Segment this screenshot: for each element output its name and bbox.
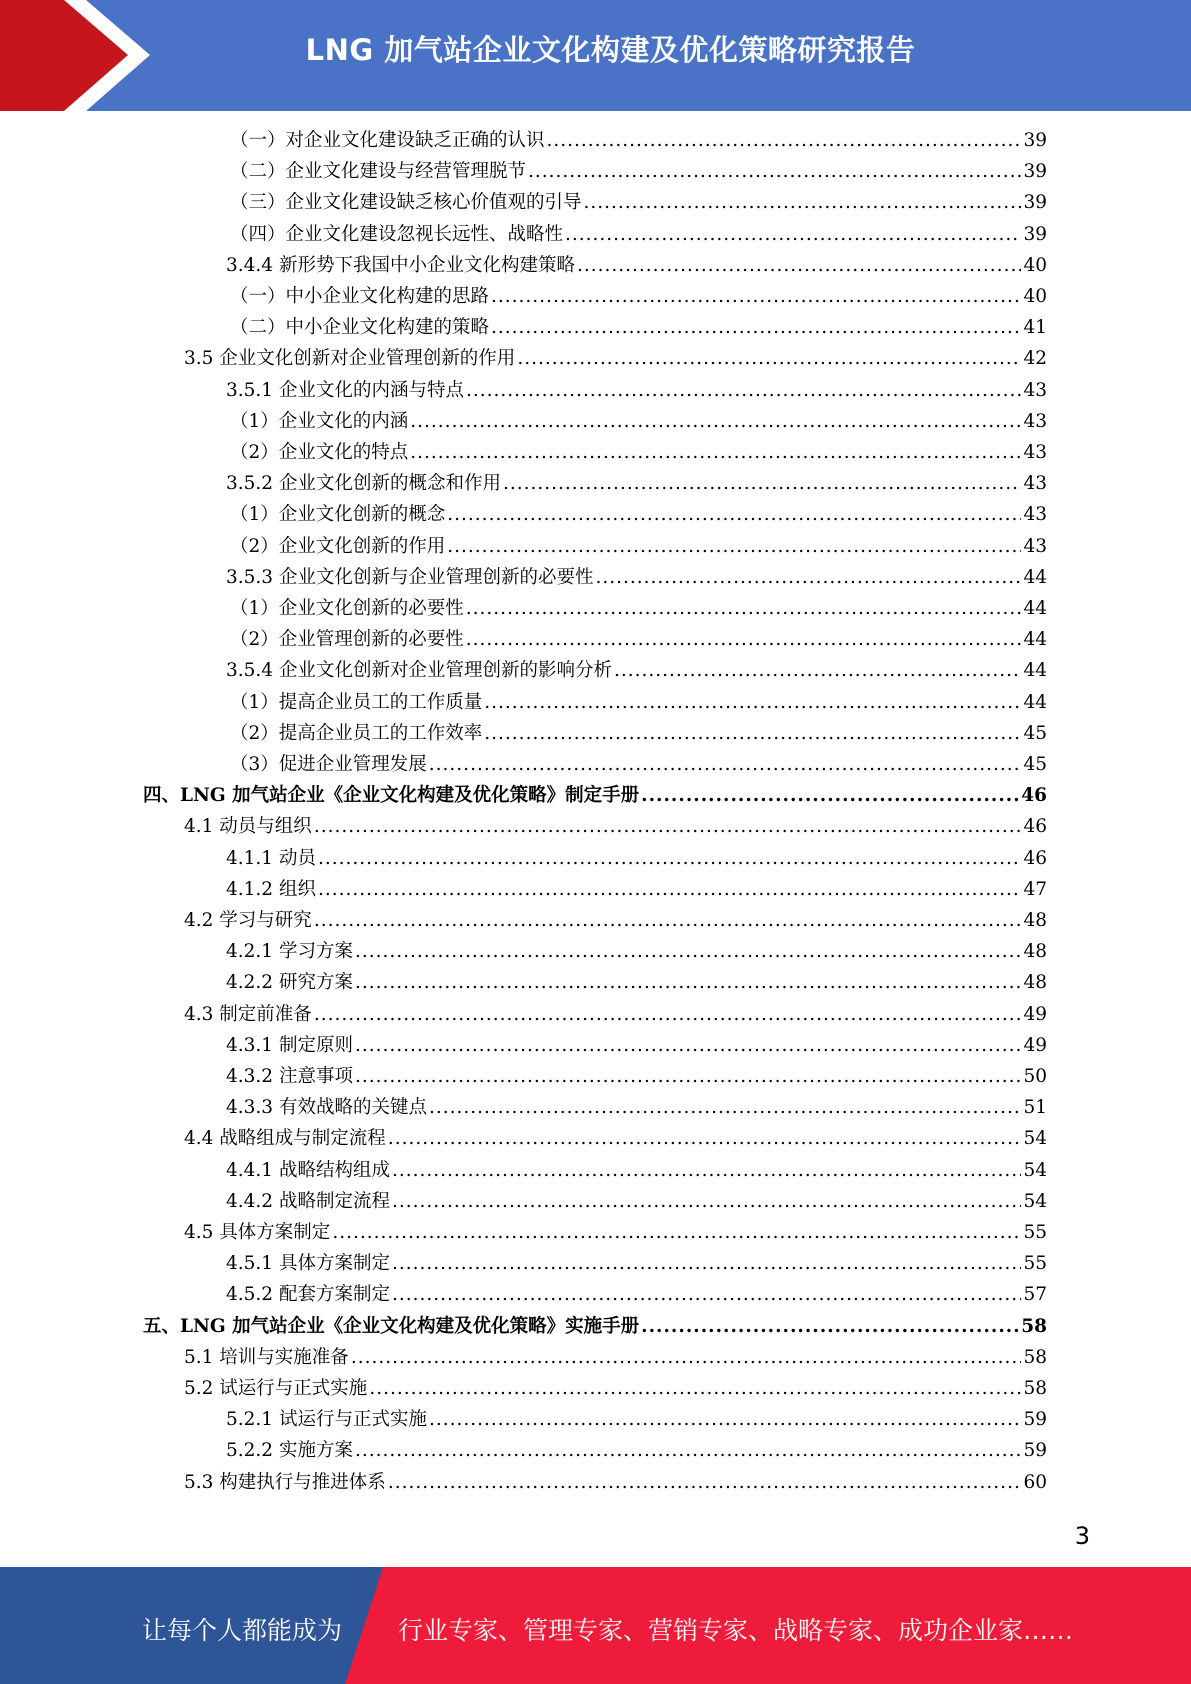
toc-entry[interactable] xyxy=(226,1279,1047,1310)
toc-entry[interactable] xyxy=(230,687,1047,718)
toc-entry[interactable] xyxy=(226,874,1047,905)
toc-entry[interactable] xyxy=(226,1061,1047,1092)
toc-entry-label: 4.3.3 有效战略的关键点 xyxy=(226,1097,427,1119)
toc-entry-label: 3.5.3 企业文化创新与企业管理创新的必要性 xyxy=(226,566,594,588)
toc-entry-page: 43 xyxy=(1023,410,1047,432)
toc-entry[interactable] xyxy=(184,1217,1047,1248)
toc-dot-leader xyxy=(318,843,1022,874)
toc-dot-leader xyxy=(466,593,1022,624)
toc-entry[interactable] xyxy=(230,437,1047,468)
toc-dot-leader xyxy=(388,1123,1022,1154)
toc-dot-leader xyxy=(314,811,1022,842)
toc-dot-leader xyxy=(355,1435,1022,1466)
report-header xyxy=(0,0,1191,111)
toc-entry-label: 5.2.2 实施方案 xyxy=(226,1440,353,1462)
toc-entry-page: 59 xyxy=(1023,1409,1047,1431)
toc-entry-label: （一）中小企业文化构建的思路 xyxy=(230,286,490,307)
toc-dot-leader xyxy=(332,1217,1021,1248)
toc-entry-page: 58 xyxy=(1023,1346,1047,1368)
toc-entry-page: 57 xyxy=(1023,1284,1047,1306)
toc-entry-page: 54 xyxy=(1023,1159,1047,1181)
toc-entry-label: 4.4 战略组成与制定流程 xyxy=(184,1128,386,1150)
toc-dot-leader xyxy=(447,531,1021,562)
footer-slogan-left: 让每个人都能成为 xyxy=(142,1616,343,1645)
toc-entry[interactable] xyxy=(230,281,1047,312)
toc-entry-label: 4.2.2 研究方案 xyxy=(226,972,353,994)
toc-entry-page: 59 xyxy=(1023,1440,1047,1462)
toc-entry[interactable] xyxy=(184,1342,1047,1373)
toc-entry-label: （四）企业文化建设忽视长远性、战略性 xyxy=(230,223,564,245)
toc-entry-page: 54 xyxy=(1023,1128,1047,1150)
toc-entry-page: 50 xyxy=(1023,1066,1047,1087)
toc-dot-leader xyxy=(410,437,1021,468)
toc-entry-label: 4.4.1 战略结构组成 xyxy=(226,1159,390,1181)
toc-entry-page: 51 xyxy=(1023,1097,1047,1119)
toc-entry[interactable] xyxy=(226,1092,1047,1123)
toc-dot-leader xyxy=(614,655,1021,686)
toc-entry-page: 39 xyxy=(1023,223,1047,245)
toc-entry-label: 4.1.2 组织 xyxy=(226,878,316,900)
footer-slogan-right: 行业专家、管理专家、营销专家、战略专家、成功企业家…… xyxy=(398,1616,1074,1645)
toc-entry[interactable] xyxy=(226,936,1047,967)
toc-entry[interactable] xyxy=(143,780,1047,811)
toc-dot-leader xyxy=(351,1342,1022,1373)
toc-entry-page: 41 xyxy=(1023,317,1047,339)
toc-entry-label: （2）企业文化创新的作用 xyxy=(230,535,446,557)
toc-entry[interactable] xyxy=(226,250,1047,281)
toc-entry[interactable] xyxy=(230,749,1047,780)
toc-dot-leader xyxy=(547,125,1022,156)
toc-entry-page: 48 xyxy=(1023,972,1047,994)
toc-entry[interactable] xyxy=(230,718,1047,749)
toc-dot-leader xyxy=(314,905,1022,936)
toc-entry[interactable] xyxy=(230,406,1047,437)
toc-dot-leader xyxy=(369,1373,1021,1404)
toc-entry-label: 3.5 企业文化创新对企业管理创新的作用 xyxy=(184,348,516,370)
toc-dot-leader xyxy=(429,1404,1021,1435)
toc-entry-label: （二）中小企业文化构建的策略 xyxy=(230,317,490,339)
toc-entry[interactable] xyxy=(230,624,1047,655)
toc-entry-page: 39 xyxy=(1023,130,1047,151)
toc-entry-label: 5.2 试运行与正式实施 xyxy=(184,1378,368,1399)
toc-entry-page: 58 xyxy=(1023,1378,1047,1399)
toc-entry-page: 43 xyxy=(1023,473,1047,495)
toc-entry[interactable] xyxy=(230,531,1047,562)
toc-dot-leader xyxy=(584,187,1022,218)
toc-entry[interactable] xyxy=(184,343,1047,374)
toc-entry[interactable] xyxy=(230,219,1047,250)
toc-entry-page: 47 xyxy=(1023,878,1047,900)
toc-entry-label: 5.3 构建执行与推进体系 xyxy=(184,1471,386,1493)
toc-entry-label: 4.5.2 配套方案制定 xyxy=(226,1284,390,1306)
toc-entry[interactable] xyxy=(226,562,1047,593)
toc-dot-leader xyxy=(484,718,1021,749)
toc-entry-label: （2）提高企业员工的工作效率 xyxy=(230,722,483,744)
toc-dot-leader xyxy=(355,1030,1022,1061)
toc-dot-leader xyxy=(355,1061,1022,1092)
toc-entry-label: 4.3.1 制定原则 xyxy=(226,1034,353,1056)
toc-entry[interactable] xyxy=(230,187,1047,218)
toc-entry-page: 58 xyxy=(1021,1315,1047,1337)
toc-dot-leader xyxy=(388,1467,1022,1498)
toc-entry[interactable] xyxy=(143,1311,1047,1342)
toc-dot-leader xyxy=(314,999,1022,1030)
toc-entry[interactable] xyxy=(226,843,1047,874)
toc-entry-page: 43 xyxy=(1023,504,1047,526)
toc-entry-label: （3）促进企业管理发展 xyxy=(230,754,427,775)
toc-entry-label: 3.4.4 新形势下我国中小企业文化构建策略 xyxy=(226,254,575,276)
toc-entry-label: （2）企业文化的特点 xyxy=(230,442,409,463)
toc-dot-leader xyxy=(528,156,1021,187)
toc-dot-leader xyxy=(503,468,1021,499)
toc-entry[interactable] xyxy=(226,1248,1047,1279)
toc-dot-leader xyxy=(429,1092,1021,1123)
toc-dot-leader xyxy=(491,281,1021,312)
toc-entry-page: 46 xyxy=(1023,847,1047,869)
toc-dot-leader xyxy=(429,749,1022,780)
toc-entry-label: 4.1 动员与组织 xyxy=(184,816,312,838)
toc-entry-page: 43 xyxy=(1023,379,1047,401)
toc-entry-label: （1）提高企业员工的工作质量 xyxy=(230,691,483,713)
toc-entry[interactable] xyxy=(226,468,1047,499)
toc-dot-leader xyxy=(595,562,1021,593)
toc-entry[interactable] xyxy=(230,312,1047,343)
toc-entry-page: 45 xyxy=(1023,754,1047,775)
toc-entry-page: 44 xyxy=(1023,566,1047,588)
toc-entry-page: 49 xyxy=(1023,1003,1047,1025)
toc-dot-leader xyxy=(517,343,1021,374)
toc-entry[interactable] xyxy=(184,999,1047,1030)
toc-entry[interactable] xyxy=(226,1186,1047,1217)
toc-entry-label: 4.5.1 具体方案制定 xyxy=(226,1253,390,1275)
toc-entry[interactable] xyxy=(226,655,1047,686)
toc-entry-page: 54 xyxy=(1023,1190,1047,1212)
toc-dot-leader xyxy=(491,312,1021,343)
toc-entry[interactable] xyxy=(230,593,1047,624)
toc-entry[interactable] xyxy=(230,156,1047,187)
toc-entry-label: 4.5 具体方案制定 xyxy=(184,1222,331,1243)
toc-entry-label: 四、LNG 加气站企业《企业文化构建及优化策略》制定手册 xyxy=(143,785,640,807)
toc-entry-page: 60 xyxy=(1023,1471,1047,1493)
toc-dot-leader xyxy=(565,219,1021,250)
toc-dot-leader xyxy=(484,687,1021,718)
toc-entry-label: 4.3 制定前准备 xyxy=(184,1003,312,1025)
toc-entry-label: 3.5.1 企业文化的内涵与特点 xyxy=(226,379,464,401)
toc-entry-label: 5.2.1 试运行与正式实施 xyxy=(226,1409,427,1431)
toc-entry-label: 4.2 学习与研究 xyxy=(184,910,312,931)
toc-entry-page: 44 xyxy=(1023,691,1047,713)
toc-entry[interactable] xyxy=(226,1155,1047,1186)
toc-entry-label: （1）企业文化创新的概念 xyxy=(230,504,446,526)
toc-entry[interactable] xyxy=(226,967,1047,998)
report-footer xyxy=(0,1567,1191,1684)
toc-dot-leader xyxy=(447,499,1021,530)
toc-entry-label: （1）企业文化创新的必要性 xyxy=(230,598,464,619)
toc-dot-leader xyxy=(355,936,1022,967)
toc-entry-label: （二）企业文化建设与经营管理脱节 xyxy=(230,161,527,183)
toc-entry-label: 3.5.4 企业文化创新对企业管理创新的影响分析 xyxy=(226,660,612,682)
toc-dot-leader xyxy=(641,1311,1019,1342)
toc-entry-label: （1）企业文化的内涵 xyxy=(230,410,409,432)
toc-entry-label: （三）企业文化建设缺乏核心价值观的引导 xyxy=(230,192,582,214)
toc-entry-label: （2）企业管理创新的必要性 xyxy=(230,629,464,651)
toc-dot-leader xyxy=(466,375,1021,406)
toc-entry-page: 48 xyxy=(1023,910,1047,931)
toc-entry[interactable] xyxy=(184,1467,1047,1498)
toc-entry[interactable] xyxy=(226,1030,1047,1061)
toc-entry-label: 4.3.2 注意事项 xyxy=(226,1066,353,1087)
toc-dot-leader xyxy=(577,250,1021,281)
toc-dot-leader xyxy=(392,1186,1021,1217)
toc-entry[interactable] xyxy=(184,811,1047,842)
toc-entry-page: 55 xyxy=(1023,1253,1047,1275)
toc-entry-page: 44 xyxy=(1023,660,1047,682)
toc-entry-page: 46 xyxy=(1021,785,1047,807)
toc-entry-page: 42 xyxy=(1023,348,1047,370)
toc-entry-label: 3.5.2 企业文化创新的概念和作用 xyxy=(226,473,501,495)
toc-entry-page: 43 xyxy=(1023,442,1047,463)
toc-entry[interactable] xyxy=(226,1404,1047,1435)
toc-entry-page: 48 xyxy=(1023,941,1047,963)
report-title: LNG 加气站企业文化构建及优化策略研究报告 xyxy=(305,33,916,67)
toc-entry-page: 46 xyxy=(1023,816,1047,838)
toc-dot-leader xyxy=(392,1279,1021,1310)
toc-entry[interactable] xyxy=(230,125,1047,156)
toc-entry[interactable] xyxy=(226,1435,1047,1466)
toc-entry[interactable] xyxy=(184,1373,1047,1404)
toc-entry-label: 4.2.1 学习方案 xyxy=(226,941,353,963)
toc-dot-leader xyxy=(466,624,1022,655)
toc-entry-page: 45 xyxy=(1023,722,1047,744)
toc-dot-leader xyxy=(392,1155,1021,1186)
toc-entry[interactable] xyxy=(184,905,1047,936)
toc-entry-page: 39 xyxy=(1023,161,1047,183)
toc-entry-page: 55 xyxy=(1023,1222,1047,1243)
toc-entry-page: 40 xyxy=(1023,254,1047,276)
toc-entry-label: 4.1.1 动员 xyxy=(226,847,316,869)
toc-entry-label: （一）对企业文化建设缺乏正确的认识 xyxy=(230,130,545,151)
toc-dot-leader xyxy=(641,780,1019,811)
toc-dot-leader xyxy=(410,406,1021,437)
toc-entry-page: 39 xyxy=(1023,192,1047,214)
toc-entry-page: 44 xyxy=(1023,598,1047,619)
toc-entry[interactable] xyxy=(184,1123,1047,1154)
toc-dot-leader xyxy=(318,874,1022,905)
toc-entry-label: 5.1 培训与实施准备 xyxy=(184,1346,349,1368)
toc-entry-page: 40 xyxy=(1023,286,1047,307)
toc-entry[interactable] xyxy=(230,499,1047,530)
toc-entry-page: 49 xyxy=(1023,1034,1047,1056)
toc-dot-leader xyxy=(355,967,1022,998)
toc-entry[interactable] xyxy=(226,375,1047,406)
toc-entry-label: 五、LNG 加气站企业《企业文化构建及优化策略》实施手册 xyxy=(143,1315,640,1337)
toc-entry-label: 4.4.2 战略制定流程 xyxy=(226,1190,390,1212)
toc-entry-page: 44 xyxy=(1023,629,1047,651)
toc-entry-page: 43 xyxy=(1023,535,1047,557)
page-number: 3 xyxy=(1074,1522,1090,1550)
toc-dot-leader xyxy=(392,1248,1021,1279)
